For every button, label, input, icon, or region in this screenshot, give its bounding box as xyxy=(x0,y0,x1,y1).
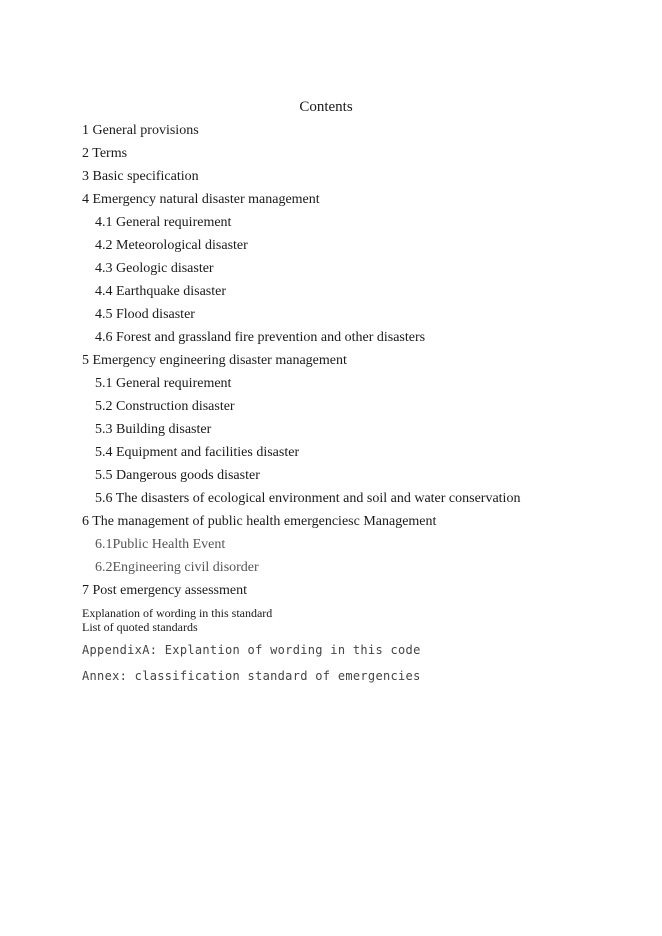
toc-chapter-2[interactable]: 2 Terms xyxy=(82,146,128,161)
toc-annex[interactable]: Annex: classification standard of emergencies xyxy=(82,669,421,683)
toc-section-4-1[interactable]: 4.1 General requirement xyxy=(95,215,232,230)
toc-explanation-of-wording[interactable]: Explanation of wording in this standard xyxy=(82,606,273,620)
page-title: Contents xyxy=(299,99,353,115)
toc-chapter-7[interactable]: 7 Post emergency assessment xyxy=(82,583,247,598)
toc-section-5-1[interactable]: 5.1 General requirement xyxy=(95,376,232,391)
toc-chapter-5[interactable]: 5 Emergency engineering disaster management xyxy=(82,353,347,368)
toc-section-4-3[interactable]: 4.3 Geologic disaster xyxy=(95,261,214,276)
toc-section-5-2[interactable]: 5.2 Construction disaster xyxy=(95,399,235,414)
toc-section-6-1[interactable]: 6.1Public Health Event xyxy=(95,537,226,552)
back-matter xyxy=(82,606,272,634)
toc-section-4-4[interactable]: 4.4 Earthquake disaster xyxy=(95,284,227,299)
appendix-list xyxy=(82,642,421,694)
toc-section-4-2[interactable]: 4.2 Meteorological disaster xyxy=(95,238,248,253)
toc-section-6-2[interactable]: 6.2Engineering civil disorder xyxy=(95,560,259,575)
toc-chapter-1[interactable]: 1 General provisions xyxy=(82,123,199,138)
toc-section-5-6[interactable]: 5.6 The disasters of ecological environment and soil and water conservation xyxy=(95,491,521,506)
toc-appendix-a[interactable]: AppendixA: Explantion of wording in this code xyxy=(82,643,421,657)
toc-section-4-6[interactable]: 4.6 Forest and grassland fire prevention and other disasters xyxy=(95,330,426,345)
toc-chapter-4[interactable]: 4 Emergency natural disaster management xyxy=(82,192,320,207)
toc-section-5-3[interactable]: 5.3 Building disaster xyxy=(95,422,212,437)
toc-chapter-6[interactable]: 6 The management of public health emergenciesc Management xyxy=(82,514,437,529)
toc-section-4-5[interactable]: 4.5 Flood disaster xyxy=(95,307,195,322)
table-of-contents xyxy=(82,122,520,607)
toc-chapter-3[interactable]: 3 Basic specification xyxy=(82,169,199,184)
toc-section-5-5[interactable]: 5.5 Dangerous goods disaster xyxy=(95,468,260,483)
toc-section-5-4[interactable]: 5.4 Equipment and facilities disaster xyxy=(95,445,300,460)
toc-quoted-standards[interactable]: List of quoted standards xyxy=(82,620,198,634)
